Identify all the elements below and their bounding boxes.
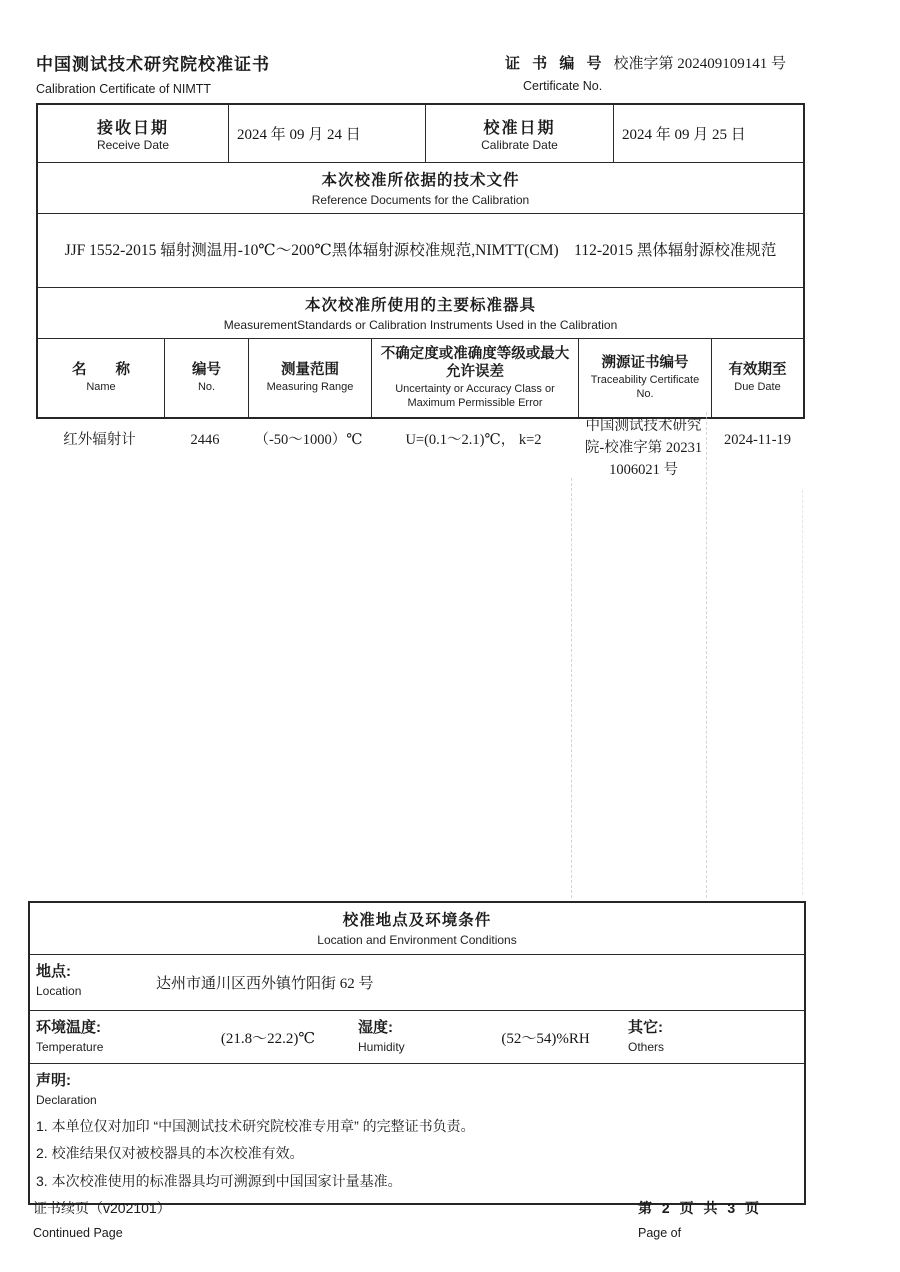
column-header-name-cn: 名 称 [72, 362, 130, 379]
receive-date-value: 2024 年 09 月 24 日 [237, 127, 361, 143]
column-header-due-date-en: Due Date [734, 381, 781, 394]
page-title-en: Calibration Certificate of NIMTT [36, 82, 212, 96]
page-number-en: Page of [638, 1226, 682, 1240]
certificate-no-value: 校准字第 202409109141 号 [613, 56, 787, 72]
certificate-no-label-en: Certificate No. [523, 79, 603, 93]
humidity-label-en: Humidity [358, 1040, 405, 1054]
location-label: 地点: [36, 963, 71, 980]
temperature-value-cell [178, 1016, 358, 1058]
footer-right [638, 1198, 762, 1240]
column-header-due-date-cn: 有效期至 [728, 362, 787, 379]
location-value: 达州市通川区西外镇竹阳街 62 号 [156, 976, 374, 992]
environment-row [30, 1011, 804, 1064]
location-value-cell [156, 960, 804, 1005]
page-number: 第 2 页 共 3 页 [638, 1200, 763, 1216]
dates-row [38, 105, 803, 162]
reference-docs-section-header [38, 162, 803, 213]
location-label-cell [36, 960, 156, 1005]
calibrate-date-label-cell [426, 105, 614, 162]
standards-title-en: MeasurementStandards or Calibration Instruments Used in the Calibration [223, 318, 618, 332]
reference-docs-title: 本次校准所依据的技术文件 [321, 172, 520, 189]
ghost-column-divider [706, 412, 707, 898]
document-header-left [36, 50, 270, 96]
declaration-item-2: 2. 校准结果仅对被校器具的本次校准有效。 [36, 1145, 304, 1162]
calibrate-date-value: 2024 年 09 月 25 日 [622, 127, 746, 143]
location-env-title-en: Location and Environment Conditions [317, 933, 517, 947]
calibrate-date-value-cell [614, 105, 803, 162]
calibrate-date-label-en: Calibrate Date [481, 138, 558, 152]
temperature-label-en: Temperature [36, 1040, 104, 1054]
receive-date-label-cell [38, 105, 229, 162]
standard-traceability-value: 中国测试技术研究院-校准字第 20231 1006021 号 [584, 418, 703, 478]
ghost-column-divider [802, 490, 803, 895]
column-header-range-en: Measuring Range [266, 381, 354, 394]
standard-name-value: 红外辐射计 [63, 432, 136, 448]
column-header-uncertainty-cn: 不确定度或准确度等级或最大允许误差 [380, 346, 570, 381]
declaration-item-1: 1. 本单位仅对加印 “中国测试技术研究院校准专用章” 的完整证书负责。 [36, 1118, 475, 1134]
location-env-title: 校准地点及环境条件 [342, 912, 492, 929]
column-header-uncertainty [372, 339, 579, 417]
reference-docs-content-cell [38, 213, 803, 287]
continued-page-label: 证书续页（v202101） [33, 1200, 171, 1216]
location-env-section-header [30, 903, 804, 955]
receive-date-label-en: Receive Date [96, 138, 170, 152]
ghost-column-divider [571, 478, 572, 898]
column-header-no-cn: 编号 [192, 362, 221, 379]
others-label-cell [628, 1016, 758, 1058]
location-row [30, 955, 804, 1011]
standards-section-header [38, 287, 803, 338]
declaration-section [30, 1064, 804, 1203]
certificate-no-label: 证 书 编 号 [505, 55, 606, 72]
column-header-name-en: Name [86, 381, 116, 394]
calibrate-date-label: 校准日期 [483, 120, 556, 137]
temperature-label-cell [36, 1016, 178, 1058]
reference-docs-title-en: Reference Documents for the Calibration [311, 193, 530, 207]
standard-range-value: （-50～1000）℃ [254, 432, 363, 448]
humidity-label: 湿度: [358, 1019, 393, 1036]
humidity-value-cell [463, 1016, 628, 1058]
location-label-en: Location [36, 984, 82, 998]
column-header-name [38, 339, 165, 417]
footer-left [33, 1198, 171, 1240]
page-title: 中国测试技术研究院校准证书 [36, 55, 270, 74]
humidity-value: (52～54)%RH [501, 1030, 590, 1047]
column-header-range [249, 339, 372, 417]
declaration-item-3: 3. 本次校准使用的标准器具均可溯源到中国国家计量基准。 [36, 1172, 402, 1189]
certificate-info-table [36, 103, 805, 419]
column-header-uncertainty-en: Uncertainty or Accuracy Class or Maximum Permissible Error [395, 383, 555, 410]
receive-date-value-cell [229, 105, 426, 162]
standard-due-date-value: 2024-11-19 [723, 432, 792, 448]
column-header-range-cn: 测量范围 [281, 362, 339, 379]
table-row [36, 408, 805, 481]
others-value-cell [758, 1016, 804, 1058]
temperature-value: (21.8～22.2)℃ [220, 1030, 316, 1047]
column-header-no [165, 339, 249, 417]
declaration-label-en: Declaration [36, 1093, 97, 1107]
location-environment-box [28, 901, 806, 1205]
declaration-items [36, 1113, 796, 1195]
standard-no-value: 2446 [190, 432, 220, 448]
temperature-label: 环境温度: [36, 1019, 101, 1036]
others-label: 其它: [628, 1019, 663, 1036]
standards-table-header-row [38, 338, 803, 417]
humidity-label-cell [358, 1016, 463, 1058]
column-header-traceability-cn: 溯源证书编号 [601, 355, 689, 372]
standards-title: 本次校准所使用的主要标准器具 [304, 297, 536, 314]
standard-uncertainty-value: U=(0.1～2.1)℃， k=2 [405, 432, 542, 448]
continued-page-label-en: Continued Page [33, 1226, 123, 1240]
reference-docs-content: JJF 1552-2015 辐射测温用-10℃～200℃黑体辐射源校准规范,NIMTT(CM) 112-2015 黑体辐射源校准规范 [64, 241, 777, 259]
column-header-traceability-en: Traceability Certificate No. [590, 374, 700, 401]
column-header-no-en: No. [197, 381, 216, 394]
column-header-due-date [712, 339, 803, 417]
column-header-traceability [579, 339, 712, 417]
others-label-en: Others [628, 1040, 665, 1054]
receive-date-label: 接收日期 [96, 120, 169, 137]
declaration-label: 声明: [36, 1072, 71, 1089]
document-header-right [505, 52, 786, 93]
